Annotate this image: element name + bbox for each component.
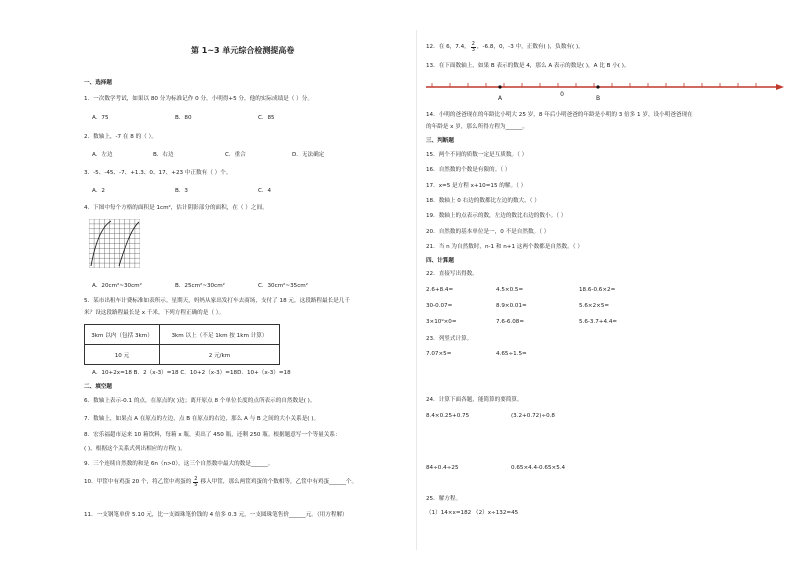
- equation-items: （1）14×x=182 （2）x÷132=45: [426, 510, 519, 516]
- question-10: [84, 477, 357, 488]
- fraction-denominator: 5: [194, 482, 198, 488]
- q4-option-c: C．30cm²~35cm²: [258, 283, 308, 289]
- calc-item: 4.5×0.5=: [496, 287, 524, 293]
- fraction-numerator: 2: [194, 476, 198, 482]
- fare-table-value-row: [85, 345, 280, 365]
- question-18: 18．数轴上 0 右边的数都比左边的数大。（ ）: [426, 198, 540, 204]
- question-5-line-2: 米？设这段路程最长是 x 千米，下列方程正确的是（ ）。: [84, 310, 225, 316]
- calc-item: 2.6+8.4=: [426, 287, 454, 293]
- calc-item: 5.6×2×5=: [579, 303, 610, 309]
- section-fill-heading: 二、填空题: [84, 384, 112, 390]
- number-line: [426, 80, 784, 104]
- question-7: 7．数轴上，如果点 A 在原点的左边，点 B 在原点的右边，那么 A 与 B 之间的大小关系是( )。: [84, 416, 320, 422]
- q2-option-a: A．左边: [92, 152, 113, 158]
- question-12-text-b: ，-6.8，0，-3 中，正数有( )，负数有( )。: [476, 44, 584, 50]
- q4-option-b: B．25cm²~30cm²: [175, 283, 225, 289]
- fare-table-header-row: [85, 325, 280, 345]
- q4-option-a: A．20cm²~30cm²: [92, 283, 142, 289]
- question-4: 4．下图中每个方格的面积是 1cm²，估计阴影部分的面积，在（ ）之间。: [84, 205, 268, 211]
- calc-item: 8.9×0.01=: [496, 303, 527, 309]
- question-8-line-1: 8．宏乐福超市运来 10 箱饮料，每箱 x 瓶，卖出了 450 瓶，还剩 250 瓶。根据题意写一个等量关系：: [84, 432, 341, 438]
- label-b: B: [595, 95, 601, 102]
- question-15: 15．两个不同的质数一定是互质数。（ ）: [426, 152, 528, 158]
- calc-item: 18.6-0.6×2=: [579, 287, 616, 293]
- question-5-line-1: 5．某市出租车计费标准如表所示。星期天，妈妈从家出发打车去商场，支付了 18 元，这段路程最长是几千: [84, 298, 350, 304]
- section-judge-heading: 三、判断题: [426, 138, 454, 144]
- calc-item: 7.6-6.08=: [496, 319, 525, 325]
- question-14-line-2: 的年龄是 x 岁，那么所得方程为______。: [426, 124, 528, 130]
- point-b: [596, 85, 599, 88]
- section-choice-heading: 一、选择题: [84, 80, 112, 86]
- q1-option-c: C．85: [258, 115, 275, 121]
- question-9: 9．三个连续自然数的和是 6n（n>0），这三个自然数中最大的数是______。: [84, 461, 274, 467]
- simplify-item: 8.4×0.25+0.75: [426, 413, 470, 419]
- fraction: [471, 42, 476, 53]
- question-10-text-b: 移入甲筐，那么两筐鸡蛋的个数相等，乙筐中有鸡蛋______个。: [200, 479, 358, 485]
- q5-options: A．10+2x=18 B．2（x-3）=18 C．10+2（x-3）=18D．10+（x-3）=18: [92, 370, 291, 376]
- section-calc-heading: 四、计算题: [426, 258, 454, 264]
- fraction-numerator: 2: [471, 41, 475, 47]
- grid-figure: [89, 219, 140, 268]
- question-1: 1．一次数学考试，如果以 80 分为标准记作 0 分，小明得+5 分，他的实际成绩是（ ）分。: [84, 96, 313, 102]
- question-16: 16．自然数的个数是有限的。（ ）: [426, 167, 511, 173]
- fraction-denominator: 3: [471, 47, 475, 53]
- question-20: 20．自然数的基本单位是一，0 不是自然数。（ ）: [426, 229, 550, 235]
- vertical-calc-item: 4.65÷1.5=: [496, 351, 527, 357]
- question-23: 23．列竖式计算。: [426, 336, 473, 342]
- q2-option-b: B．右边: [153, 152, 174, 158]
- question-17: 17．x=5 是方程 x+10=15 的解。（ ）: [426, 183, 527, 189]
- q1-option-b: B．80: [175, 115, 192, 121]
- fare-table-header: 3km 以上（不足 1km 按 1km 计算）: [160, 325, 280, 345]
- q2-option-c: C．重合: [225, 152, 246, 158]
- calc-item: 30-0.07=: [426, 303, 453, 309]
- simplify-item: (3.2+0.72)÷0.8: [511, 413, 555, 419]
- column-divider: [416, 30, 417, 550]
- fare-table: [84, 324, 280, 365]
- fare-table-cell: 10 元: [85, 345, 160, 365]
- point-a: [498, 85, 501, 88]
- fare-table-header: 3km 以内（包括 3km）: [85, 325, 160, 345]
- fraction: [193, 477, 198, 488]
- calc-item: 5.6-3.7+4.4=: [579, 319, 618, 325]
- question-10-text-a: 10．甲筐中有鸡蛋 20 个，将乙筐中鸡蛋的: [84, 479, 192, 485]
- question-19: 19．数轴上的点表示的数，左边的数比右边的数小。（ ）: [426, 213, 567, 219]
- question-12-text-a: 12．在 6，7.4，: [426, 44, 470, 50]
- q3-option-c: C．4: [258, 188, 272, 194]
- vertical-calc-item: 7.07×5=: [426, 351, 452, 357]
- question-22: 22．直接写出得数。: [426, 271, 478, 277]
- question-25: 25．解方程。: [426, 496, 462, 502]
- simplify-item: 0.65×4.4-0.65×5.4: [511, 465, 566, 471]
- question-6: 6．数轴上表示-0.1 的点，在原点的( )边；离开原点 8 个单位长度的点所表示的自然数是( )。: [84, 398, 316, 404]
- label-a: A: [497, 95, 503, 102]
- question-21: 21．当 n 为自然数时，n-1 和 n+1 这两个数都是自然数。（ ）: [426, 244, 583, 250]
- question-24: 24．计算下面各题，能简算的要简算。: [426, 397, 523, 403]
- question-8-line-2: ( )，根据这个关系式列出相应的方程( )。: [84, 446, 186, 452]
- question-13: 13．在下面数轴上，如果 B 表示的数是 4，那么 A 表示的数是( )，A 比 B 小( )。: [426, 63, 630, 69]
- simplify-item: 84÷0.4÷25: [426, 465, 459, 471]
- question-12: [426, 42, 584, 53]
- question-14-line-1: 14．小明的爸爸现在的年龄比小明大 25 岁，8 年后小明爸爸的年龄是小明的 3 倍多 1 岁，设小明爸爸现在: [426, 112, 693, 118]
- q3-option-b: B．3: [175, 188, 188, 194]
- question-11: 11．一支钢笔单价 5.10 元，比一支圆珠笔价钱的 4 倍多 0.3 元，一支圆珠笔售价______元。（用方程解）: [84, 512, 348, 518]
- q1-option-a: A．75: [92, 115, 109, 121]
- q3-option-a: A．2: [92, 188, 105, 194]
- q2-option-d: D．无法确定: [292, 152, 325, 158]
- calc-item: 3×10⁹×0=: [426, 319, 457, 325]
- fare-table-cell: 2 元/km: [160, 345, 280, 365]
- question-3: 3．-5、-45、-7、+1.3、0、17、+23 中正数有（ ）个。: [84, 170, 232, 176]
- question-2: 2．数轴上，-7 在 8 的（ ）。: [84, 134, 157, 140]
- page-title: 第 1~3 单元综合检测提高卷: [191, 46, 295, 55]
- label-zero: 0: [560, 91, 564, 98]
